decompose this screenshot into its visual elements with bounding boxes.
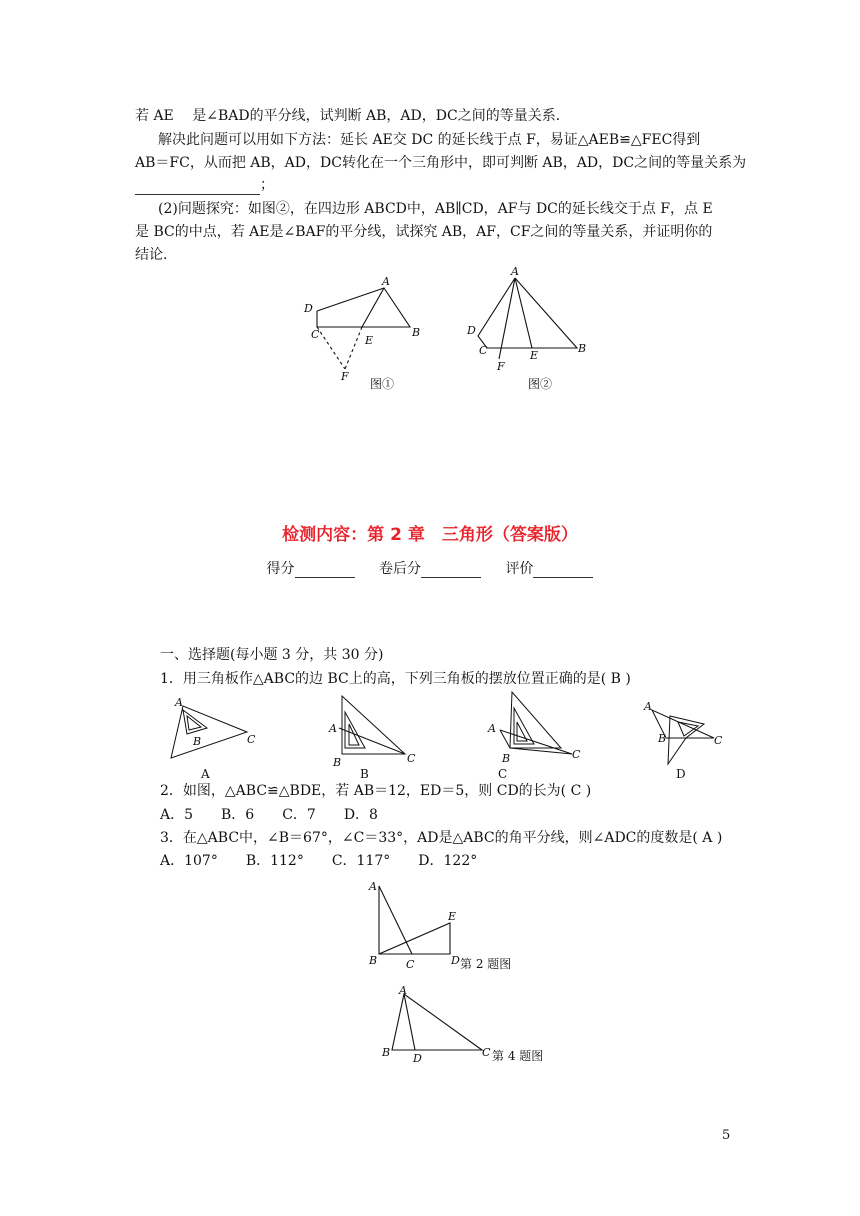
question-3-choices: A．107° B．112° C．117° D．122° — [160, 853, 478, 869]
q2-label-e: E — [448, 910, 457, 923]
fig1-label-c: C — [311, 328, 320, 341]
q1a-label-c: C — [247, 733, 256, 746]
q4-caption: 第 4 题图 — [492, 1049, 544, 1063]
intro-line-1: 若 AE 是∠BAD的平分线，试判断 AB，AD，DC之间的等量关系． — [135, 108, 570, 124]
question-1: 1．用三角板作△ABC的边 BC上的高，下列三角板的摆放位置正确的是( B ) — [160, 671, 631, 687]
q1-option-b: B — [360, 767, 369, 781]
question-3: 3．在△ABC中，∠B＝67°，∠C＝33°，AD是△ABC的角平分线，则∠ADC的度数是( A ) — [160, 830, 723, 846]
q4-label-c: C — [482, 1046, 491, 1059]
fig1-label-d: D — [304, 302, 313, 315]
intro-line-3: AB＝FC，从而把 AB，AD，DC转化在一个三角形中，即可判断 AB，AD，DC之间的等量关系为 — [135, 155, 747, 171]
q1-option-d-figure — [642, 698, 742, 788]
fig2-label-a: A — [511, 265, 519, 278]
q1-option-d: D — [676, 767, 686, 781]
score-label: 得分 — [266, 561, 295, 577]
fig2-label-e: E — [530, 349, 539, 362]
q2-caption: 第 2 题图 — [460, 957, 512, 971]
answer-blank — [135, 178, 260, 195]
part2-line-3: 结论． — [135, 247, 177, 263]
q1b-label-a: A — [329, 722, 337, 735]
part2-line-1: (2)问题探究：如图②，在四边形 ABCD中，AB∥CD，AF与 DC的延长线交于点 F，点 E — [158, 201, 713, 217]
score-line — [0, 558, 860, 578]
section-heading: 检测内容：第 2 章 三角形（答案版） — [282, 525, 578, 545]
q1-option-c: C — [498, 767, 508, 781]
intro-line-2: 解决此问题可以用如下方法：延长 AE交 DC 的延长线于点 F，易证△AEB≌△FEC得到 — [158, 132, 701, 148]
q2-label-a: A — [369, 880, 377, 893]
q1c-label-c: C — [572, 748, 581, 761]
fig1-label-a: A — [382, 275, 390, 288]
fig2-label-c: C — [479, 344, 488, 357]
fig1-label-b: B — [412, 326, 421, 339]
q1b-label-b: B — [333, 756, 342, 769]
question-2: 2．如图，△ABC≌△BDE，若 AB＝12，ED＝5，则 CD的长为( C ) — [160, 783, 592, 799]
figure-1 — [300, 274, 420, 404]
q1c-label-b: B — [502, 752, 511, 765]
q4-label-b: B — [382, 1046, 391, 1059]
q1d-label-b: B — [658, 732, 667, 745]
q1b-label-c: C — [407, 752, 416, 765]
figure-q4 — [380, 984, 580, 1074]
q4-label-a: A — [399, 984, 407, 997]
fig1-caption: 图① — [370, 377, 395, 391]
q1a-label-a: A — [175, 696, 183, 709]
fig2-label-d: D — [467, 324, 476, 337]
part2-line-2: 是 BC的中点，若 AE是∠BAF的平分线，试探究 AB，AF，CF之间的等量关系，并证明你的 — [135, 224, 713, 240]
q2-label-c: C — [406, 958, 415, 971]
intro-line-4: ； — [135, 175, 274, 195]
fig2-caption: 图② — [528, 377, 553, 391]
fig1-label-f: F — [341, 370, 349, 383]
evaluation-blank — [533, 563, 593, 578]
q1d-label-a: A — [644, 700, 652, 713]
q2-label-b: B — [369, 954, 378, 967]
evaluation-label: 评价 — [505, 561, 534, 577]
fig1-label-e: E — [365, 334, 374, 347]
section-title: 一、选择题(每小题 3 分，共 30 分) — [160, 647, 384, 663]
fig2-label-b: B — [578, 342, 587, 355]
q1d-label-c: C — [714, 734, 723, 747]
q2-label-d: D — [451, 954, 460, 967]
question-2-choices: A．5 B．6 C．7 D．8 — [160, 807, 378, 823]
q4-label-d: D — [413, 1052, 422, 1065]
q1c-label-a: A — [488, 722, 496, 735]
q1-option-c-figure — [486, 690, 596, 780]
q1-option-a-figure — [165, 698, 265, 783]
score-blank — [295, 563, 355, 578]
final-score-label: 卷后分 — [379, 561, 421, 577]
page-number: 5 — [722, 1128, 731, 1143]
fig2-label-f: F — [497, 360, 505, 373]
figure-2 — [462, 264, 592, 394]
final-score-blank — [421, 563, 481, 578]
q1-option-b-figure — [327, 690, 427, 780]
q1-option-a: A — [201, 767, 210, 781]
figure-q2 — [366, 876, 546, 976]
q1a-label-b: B — [193, 735, 202, 748]
